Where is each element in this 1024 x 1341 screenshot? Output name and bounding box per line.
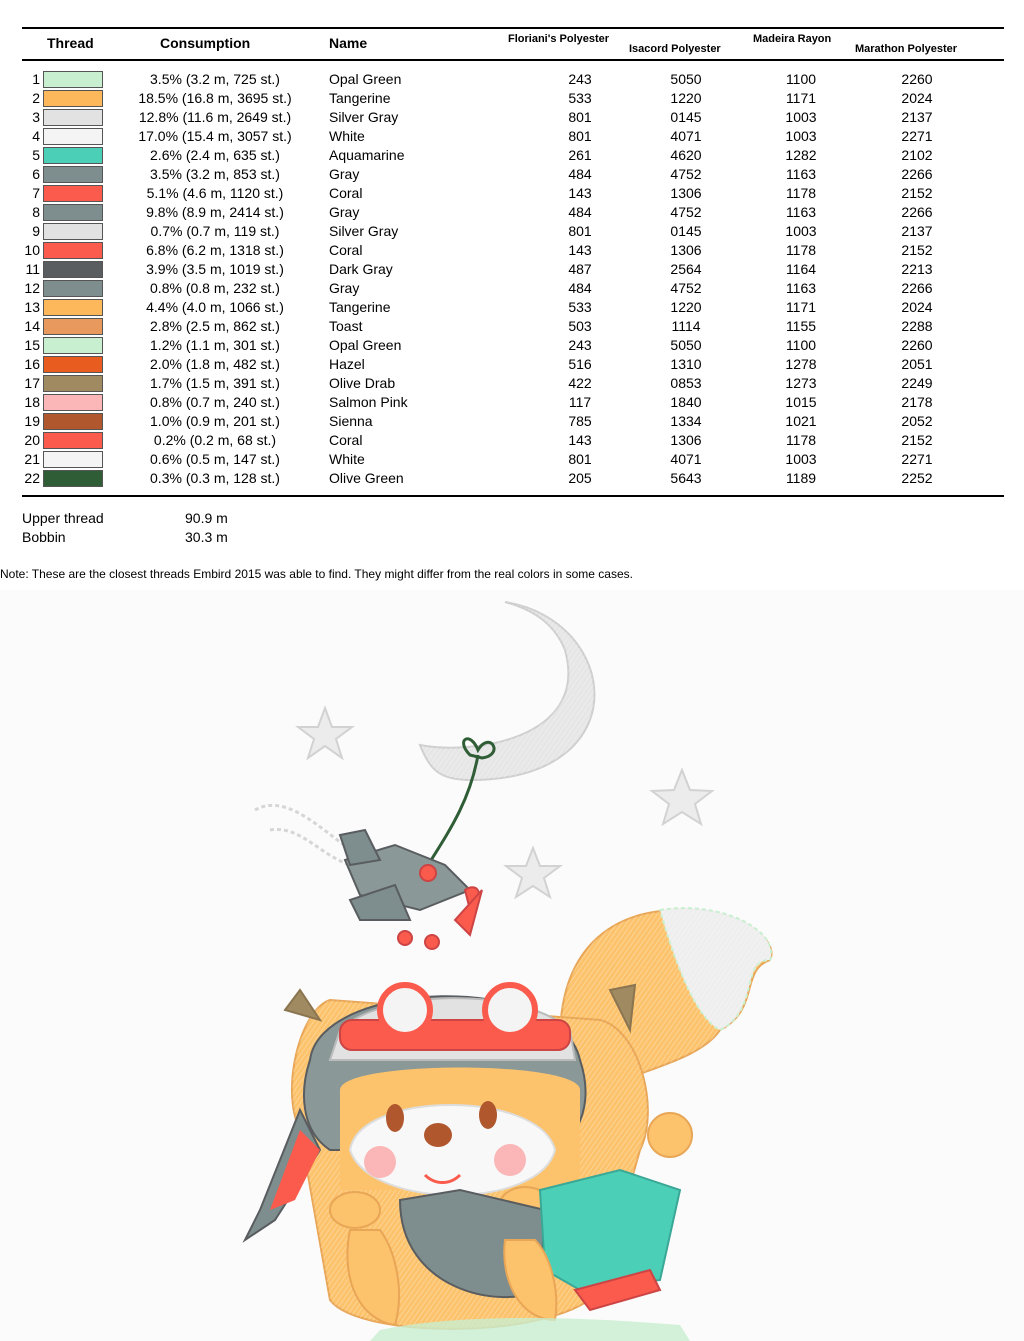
marathon-code-cell: 2260 [901, 337, 933, 353]
consumption-cell: 1.0% (0.9 m, 201 st.) [150, 413, 280, 429]
consumption-cell: 0.6% (0.5 m, 147 st.) [150, 451, 280, 467]
color-name-cell: Coral [329, 242, 363, 258]
consumption-cell: 18.5% (16.8 m, 3695 st.) [138, 90, 292, 106]
table-row [0, 108, 1024, 127]
madeira-code-cell: 1015 [785, 394, 817, 410]
color-swatch [43, 470, 103, 487]
isacord-code-cell: 0853 [670, 375, 702, 391]
color-swatch [43, 90, 103, 107]
thread-number: 21 [24, 451, 40, 467]
header-consumption: Consumption [160, 35, 251, 51]
thread-number: 15 [24, 337, 40, 353]
color-swatch [43, 71, 103, 88]
color-name-cell: Opal Green [329, 71, 402, 87]
madeira-code-cell: 1003 [785, 451, 817, 467]
color-name-cell: Tangerine [329, 90, 391, 106]
floriani-code-cell: 143 [568, 432, 592, 448]
consumption-cell: 3.9% (3.5 m, 1019 st.) [146, 261, 284, 277]
thread-number: 18 [24, 394, 40, 410]
thread-number: 16 [24, 356, 40, 372]
color-swatch [43, 128, 103, 145]
isacord-code-cell: 0145 [670, 223, 702, 239]
floriani-code-cell: 261 [568, 147, 592, 163]
madeira-code-cell: 1171 [785, 90, 817, 106]
madeira-code-cell: 1282 [785, 147, 817, 163]
thread-number: 12 [24, 280, 40, 296]
consumption-cell: 3.5% (3.2 m, 853 st.) [150, 166, 280, 182]
table-row [0, 165, 1024, 184]
table-row [0, 222, 1024, 241]
isacord-code-cell: 1220 [670, 90, 702, 106]
marathon-code-cell: 2152 [901, 242, 933, 258]
marathon-code-cell: 2152 [901, 185, 933, 201]
color-swatch [43, 299, 103, 316]
isacord-code-cell: 1306 [670, 242, 702, 258]
color-swatch [43, 394, 103, 411]
color-swatch [43, 242, 103, 259]
madeira-code-cell: 1163 [785, 204, 817, 220]
isacord-code-cell: 5050 [670, 337, 702, 353]
floriani-code-cell: 117 [568, 394, 592, 410]
floriani-code-cell: 503 [568, 318, 592, 334]
consumption-cell: 9.8% (8.9 m, 2414 st.) [146, 204, 284, 220]
floriani-code-cell: 533 [568, 299, 592, 315]
marathon-code-cell: 2024 [901, 90, 933, 106]
consumption-cell: 2.8% (2.5 m, 862 st.) [150, 318, 280, 334]
consumption-cell: 2.0% (1.8 m, 482 st.) [150, 356, 280, 372]
floriani-code-cell: 785 [568, 413, 592, 429]
thread-number: 1 [32, 71, 40, 87]
marathon-code-cell: 2271 [901, 128, 933, 144]
color-name-cell: Aquamarine [329, 147, 405, 163]
color-name-cell: Toast [329, 318, 363, 334]
madeira-code-cell: 1171 [785, 299, 817, 315]
bobbin-value: 30.3 m [185, 529, 228, 545]
table-row [0, 260, 1024, 279]
isacord-code-cell: 1114 [671, 318, 701, 334]
floriani-code-cell: 801 [568, 451, 592, 467]
color-swatch [43, 337, 103, 354]
marathon-code-cell: 2152 [901, 432, 933, 448]
marathon-code-cell: 2137 [901, 109, 933, 125]
color-swatch [43, 185, 103, 202]
marathon-code-cell: 2213 [901, 261, 933, 277]
marathon-code-cell: 2052 [901, 413, 933, 429]
marathon-code-cell: 2266 [901, 166, 933, 182]
color-swatch [43, 204, 103, 221]
color-name-cell: Coral [329, 185, 363, 201]
thread-number: 11 [25, 261, 40, 277]
embroidery-design-image [0, 590, 1024, 1341]
thread-number: 17 [24, 375, 40, 391]
madeira-code-cell: 1100 [785, 337, 817, 353]
upper-thread-label: Upper thread [22, 510, 104, 526]
marathon-code-cell: 2102 [901, 147, 933, 163]
table-row [0, 298, 1024, 317]
floriani-code-cell: 243 [568, 337, 592, 353]
isacord-code-cell: 4752 [670, 204, 702, 220]
table-row [0, 184, 1024, 203]
isacord-code-cell: 2564 [670, 261, 702, 277]
disclaimer-note: Note: These are the closest threads Embird 2015 was able to find. They might differ from the real colors in some cases. [0, 567, 633, 581]
floriani-code-cell: 484 [568, 204, 592, 220]
header-thread: Thread [47, 35, 94, 51]
color-name-cell: Sienna [329, 413, 373, 429]
color-name-cell: Gray [329, 204, 360, 220]
table-row [0, 146, 1024, 165]
color-name-cell: White [329, 451, 365, 467]
table-row [0, 374, 1024, 393]
color-swatch [43, 280, 103, 297]
thread-number: 7 [32, 185, 40, 201]
header-madeira: Madeira Rayon [753, 33, 832, 45]
thread-number: 10 [24, 242, 40, 258]
table-row [0, 431, 1024, 450]
upper-thread-value: 90.9 m [185, 510, 228, 526]
isacord-code-cell: 1310 [670, 356, 702, 372]
isacord-code-cell: 5050 [670, 71, 702, 87]
consumption-cell: 4.4% (4.0 m, 1066 st.) [146, 299, 284, 315]
color-swatch [43, 318, 103, 335]
marathon-code-cell: 2252 [901, 470, 933, 486]
table-row [0, 412, 1024, 431]
thread-number: 2 [32, 90, 40, 106]
floriani-code-cell: 143 [568, 242, 592, 258]
color-name-cell: Silver Gray [329, 223, 399, 239]
thread-number: 22 [24, 470, 40, 486]
color-name-cell: Olive Drab [329, 375, 396, 391]
floriani-code-cell: 484 [568, 280, 592, 296]
madeira-code-cell: 1178 [785, 432, 817, 448]
table-row [0, 279, 1024, 298]
isacord-code-cell: 4752 [670, 166, 702, 182]
floriani-code-cell: 143 [568, 185, 592, 201]
table-row [0, 469, 1024, 488]
header-name: Name [329, 35, 368, 51]
color-name-cell: Salmon Pink [329, 394, 408, 410]
floriani-code-cell: 801 [568, 109, 592, 125]
floriani-code-cell: 801 [568, 128, 592, 144]
header-isacord: Isacord Polyester [629, 43, 721, 55]
color-swatch [43, 109, 103, 126]
consumption-cell: 0.2% (0.2 m, 68 st.) [153, 432, 277, 448]
color-swatch [43, 166, 103, 183]
color-name-cell: Opal Green [329, 337, 402, 353]
madeira-code-cell: 1003 [785, 128, 817, 144]
thread-number: 8 [32, 204, 40, 220]
madeira-code-cell: 1178 [785, 242, 817, 258]
table-row [0, 89, 1024, 108]
madeira-code-cell: 1178 [785, 185, 817, 201]
thread-number: 4 [32, 128, 40, 144]
marathon-code-cell: 2260 [901, 71, 933, 87]
marathon-code-cell: 2249 [901, 375, 933, 391]
marathon-code-cell: 2178 [901, 394, 933, 410]
isacord-code-cell: 1306 [670, 185, 702, 201]
isacord-code-cell: 5643 [670, 470, 702, 486]
table-row [0, 70, 1024, 89]
madeira-code-cell: 1189 [785, 470, 817, 486]
color-swatch [43, 451, 103, 468]
thread-number: 19 [24, 413, 40, 429]
table-row [0, 393, 1024, 412]
consumption-cell: 5.1% (4.6 m, 1120 st.) [146, 185, 284, 201]
table-row [0, 203, 1024, 222]
madeira-code-cell: 1003 [785, 223, 817, 239]
fox-face-icon [340, 1068, 580, 1196]
header-floriani: Floriani's Polyester [508, 33, 610, 45]
thread-number: 9 [32, 223, 40, 239]
madeira-code-cell: 1163 [785, 280, 817, 296]
color-name-cell: Gray [329, 166, 360, 182]
marathon-code-cell: 2288 [901, 318, 933, 334]
color-swatch [43, 413, 103, 430]
thread-number: 13 [24, 299, 40, 315]
color-swatch [43, 261, 103, 278]
madeira-code-cell: 1278 [785, 356, 817, 372]
color-swatch [43, 223, 103, 240]
color-swatch [43, 375, 103, 392]
color-name-cell: Gray [329, 280, 360, 296]
consumption-cell: 0.3% (0.3 m, 128 st.) [150, 470, 280, 486]
color-name-cell: Tangerine [329, 299, 391, 315]
table-row [0, 127, 1024, 146]
isacord-code-cell: 4071 [670, 128, 702, 144]
thread-number: 3 [32, 109, 40, 125]
thread-number: 14 [24, 318, 40, 334]
madeira-code-cell: 1164 [785, 261, 817, 277]
table-row [0, 355, 1024, 374]
isacord-code-cell: 1840 [670, 394, 702, 410]
color-name-cell: Hazel [329, 356, 365, 372]
madeira-code-cell: 1021 [785, 413, 817, 429]
isacord-code-cell: 4620 [670, 147, 702, 163]
marathon-code-cell: 2271 [901, 451, 933, 467]
table-row [0, 241, 1024, 260]
consumption-cell: 12.8% (11.6 m, 2649 st.) [138, 109, 292, 125]
table-row [0, 317, 1024, 336]
madeira-code-cell: 1003 [785, 109, 817, 125]
floriani-code-cell: 205 [568, 470, 592, 486]
isacord-code-cell: 1306 [670, 432, 702, 448]
marathon-code-cell: 2266 [901, 204, 933, 220]
marathon-code-cell: 2024 [901, 299, 933, 315]
color-name-cell: Silver Gray [329, 109, 399, 125]
header-bottom-rule [22, 59, 1004, 61]
marathon-code-cell: 2266 [901, 280, 933, 296]
floriani-code-cell: 243 [568, 71, 592, 87]
color-name-cell: Olive Green [329, 470, 404, 486]
floriani-code-cell: 422 [568, 375, 592, 391]
isacord-code-cell: 0145 [670, 109, 702, 125]
color-swatch [43, 147, 103, 164]
marathon-code-cell: 2137 [901, 223, 933, 239]
consumption-cell: 0.8% (0.8 m, 232 st.) [150, 280, 280, 296]
isacord-code-cell: 1220 [670, 299, 702, 315]
consumption-cell: 0.8% (0.7 m, 240 st.) [150, 394, 280, 410]
color-swatch [43, 432, 103, 449]
header-marathon: Marathon Polyester [855, 43, 958, 55]
table-top-rule [22, 27, 1004, 29]
madeira-code-cell: 1155 [785, 318, 817, 334]
bobbin-label: Bobbin [22, 529, 66, 545]
isacord-code-cell: 1334 [670, 413, 702, 429]
isacord-code-cell: 4071 [670, 451, 702, 467]
consumption-cell: 3.5% (3.2 m, 725 st.) [150, 71, 280, 87]
color-swatch [43, 356, 103, 373]
consumption-cell: 6.8% (6.2 m, 1318 st.) [146, 242, 284, 258]
madeira-code-cell: 1273 [785, 375, 817, 391]
marathon-code-cell: 2051 [901, 356, 933, 372]
thread-number: 6 [32, 166, 40, 182]
consumption-cell: 17.0% (15.4 m, 3057 st.) [138, 128, 292, 144]
color-name-cell: Dark Gray [329, 261, 393, 277]
color-name-cell: White [329, 128, 365, 144]
floriani-code-cell: 801 [568, 223, 592, 239]
consumption-cell: 1.7% (1.5 m, 391 st.) [150, 375, 280, 391]
thread-number: 5 [32, 147, 40, 163]
madeira-code-cell: 1100 [785, 71, 817, 87]
floriani-code-cell: 516 [568, 356, 592, 372]
consumption-cell: 2.6% (2.4 m, 635 st.) [150, 147, 280, 163]
thread-number: 20 [24, 432, 40, 448]
floriani-code-cell: 484 [568, 166, 592, 182]
table-bottom-rule [22, 495, 1004, 497]
consumption-cell: 0.7% (0.7 m, 119 st.) [150, 223, 280, 239]
table-row [0, 336, 1024, 355]
floriani-code-cell: 533 [568, 90, 592, 106]
consumption-cell: 1.2% (1.1 m, 301 st.) [150, 337, 280, 353]
isacord-code-cell: 4752 [670, 280, 702, 296]
madeira-code-cell: 1163 [785, 166, 817, 182]
floriani-code-cell: 487 [568, 261, 592, 277]
table-row [0, 450, 1024, 469]
color-name-cell: Coral [329, 432, 363, 448]
